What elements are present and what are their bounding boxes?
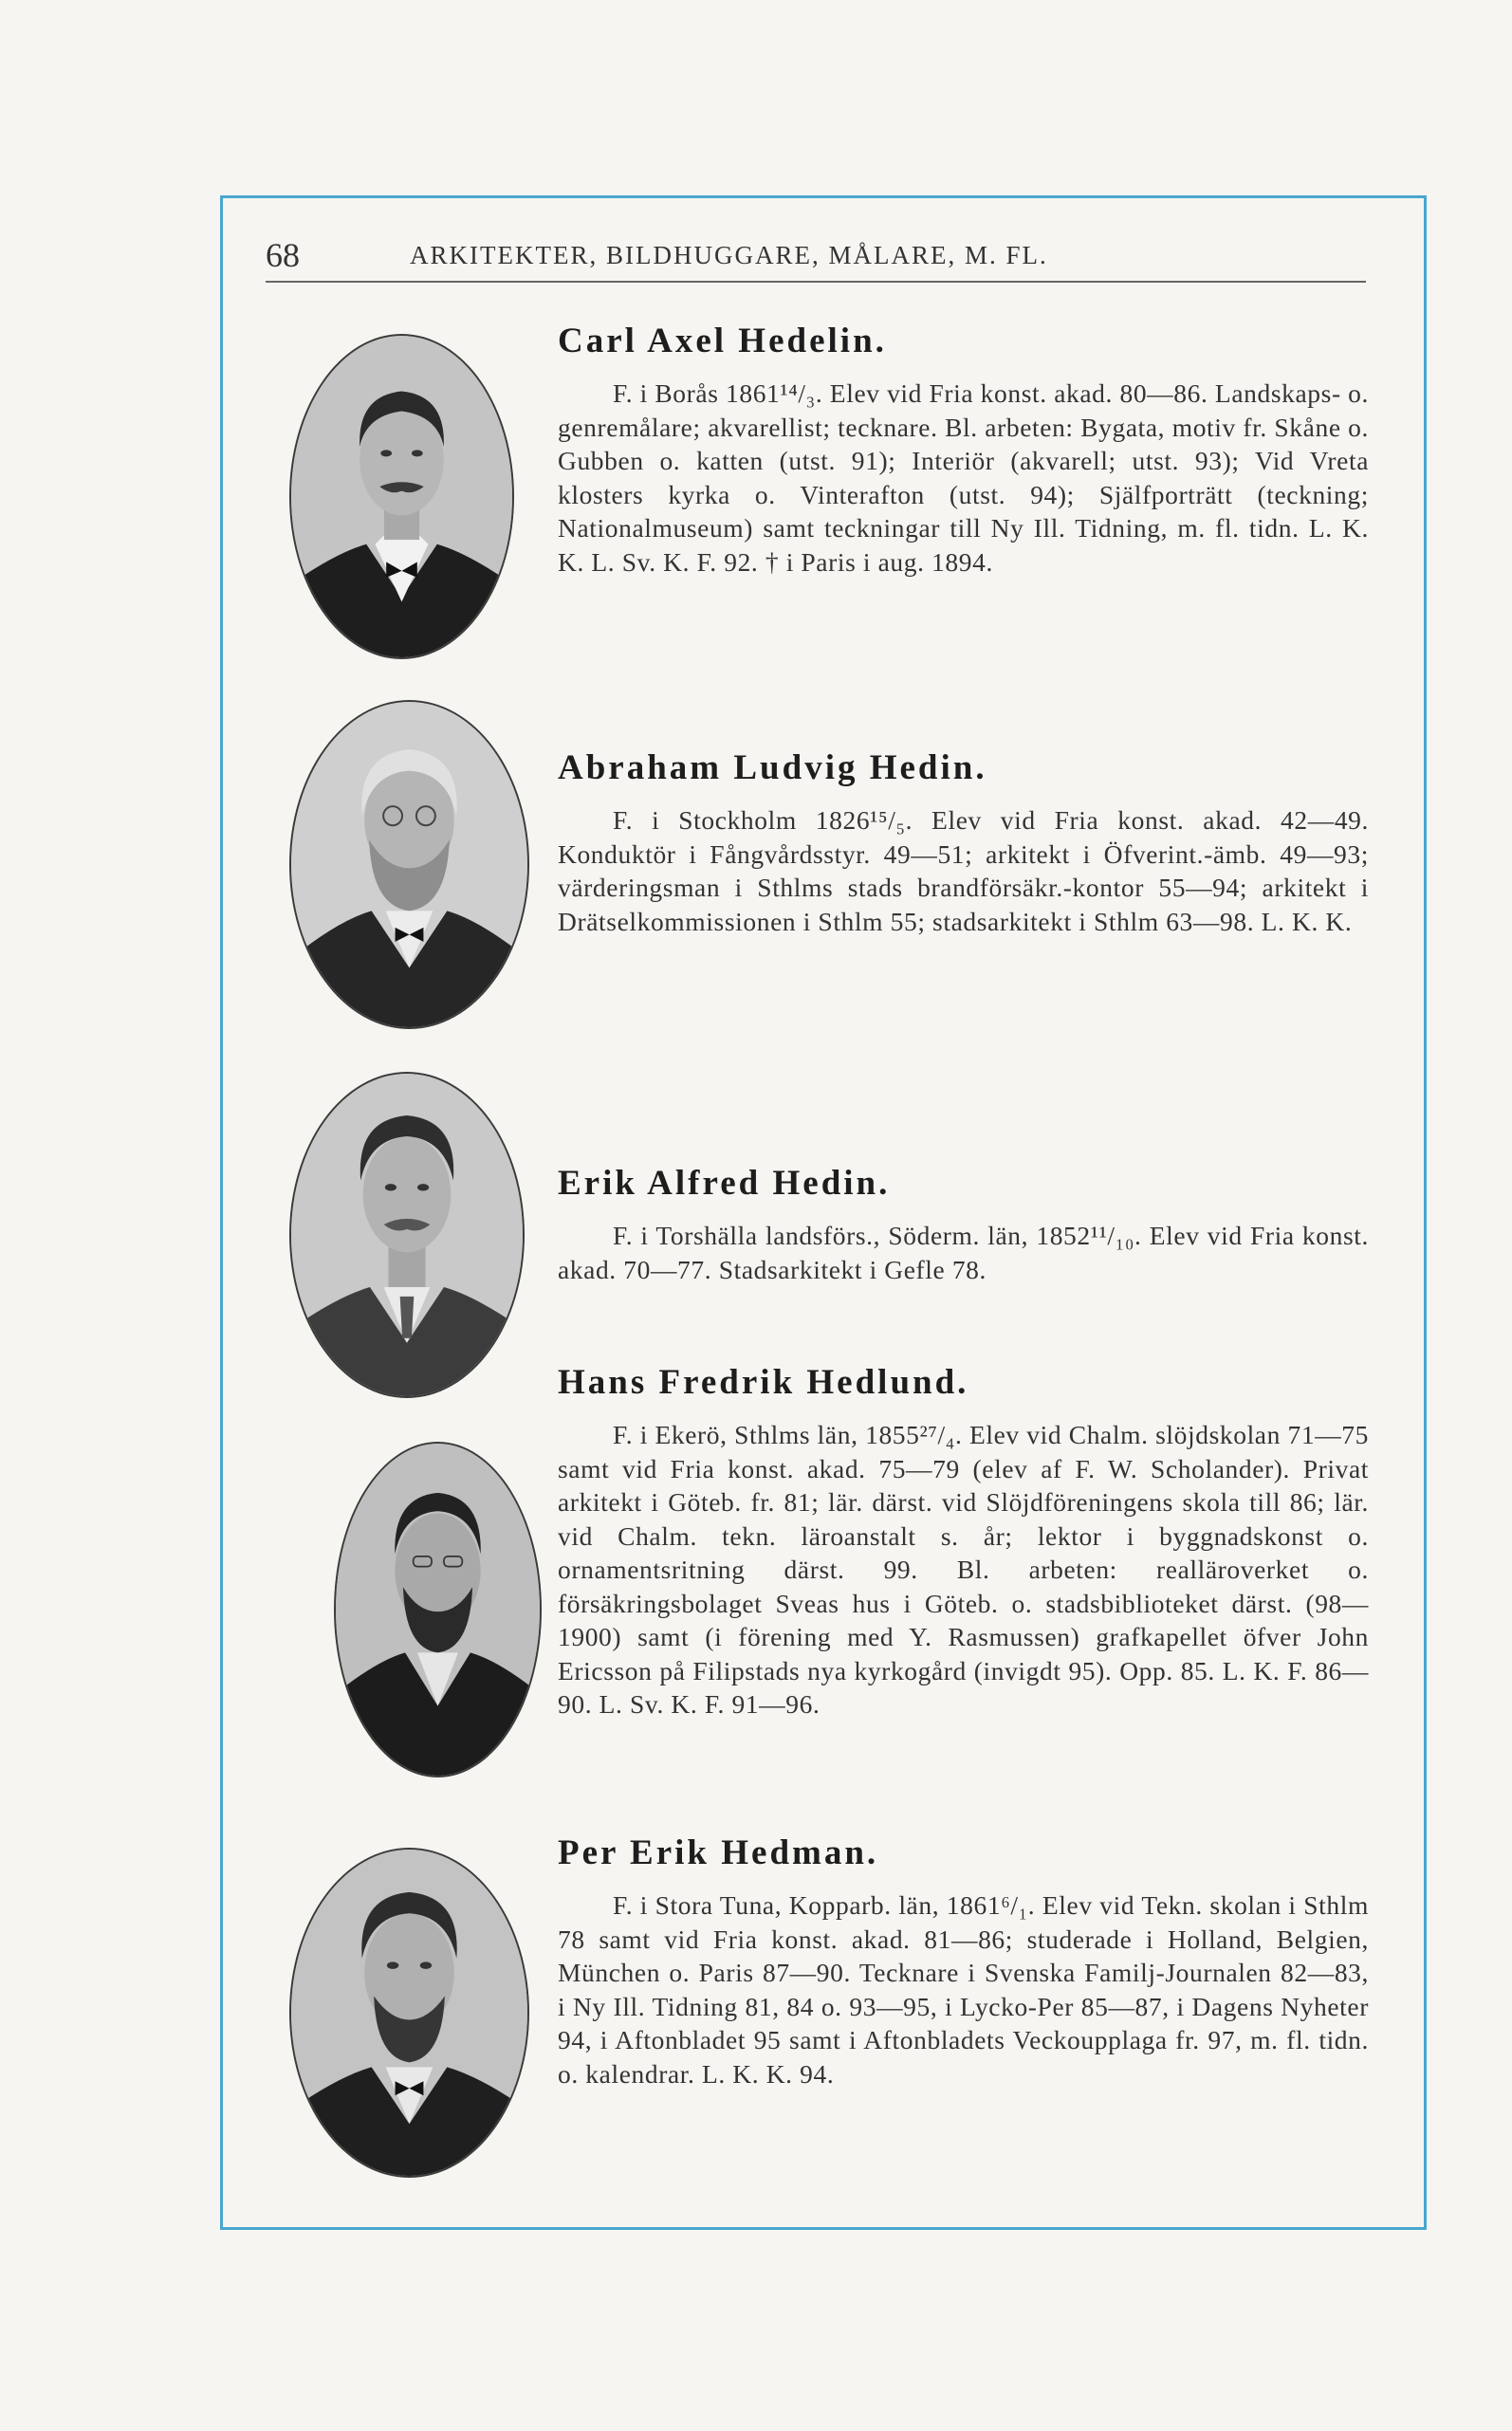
portrait-hedman [289,1848,529,2178]
entry-hedelin [558,321,1369,579]
entry-bio: F. i Torshälla landsförs., Söderm. län, 1852¹¹/₁₀. Elev vid Fria konst. akad. 70—77. Stadsarkitekt i Gefle 78. [558,1221,1369,1284]
entry-name: Erik Alfred Hedin. [558,1164,891,1203]
portrait-erik-hedin [289,1072,525,1398]
entry-bio: F. i Ekerö, Sthlms län, 1855²⁷/₄. Elev vid Chalm. slöjdskolan 71—75 samt vid Fria konst. akad. 75—79 (elev af F. W. Scholander). Privat arkitekt i Göteb. fr. 81; lär. därst. vid Slöjdföreningens skola till 86; lär. vid Chalm. tekn. läroanstalt s. år; lektor i byggnadskonst o. ornamentsritning därst. 99. Bl. arbeten: realläroverket o. försäkringsbolaget Sveas hus i Göteb. o. stadsbiblioteket därst. (98—1900) samt (i förening med Y. Rasmussen) grafkapellet öfver John Ericsson på Filipstads nya kyrkogård (invigdt 95). Opp. 85. L. K. F. 86—90. L. Sv. K. F. 91—96. [558,1420,1369,1719]
portrait-hedelin [289,334,514,659]
entry-name: Hans Fredrik Hedlund. [558,1363,969,1402]
entry-name: Carl Axel Hedelin. [558,322,887,360]
entry-abraham-hedin [558,747,1369,938]
entry-name: Per Erik Hedman. [558,1833,879,1872]
entry-erik-hedin [558,1163,1369,1286]
page-number: 68 [266,236,300,274]
running-head: ARKITEKTER, BILDHUGGARE, MÅLARE, M. FL. [410,241,1048,269]
entry-bio: F. i Stora Tuna, Kopparb. län, 1861⁶/₁. Elev vid Tekn. skolan i Sthlm 78 samt vid Fria konst. akad. 81—86; studerade i Holland, Belgien, München o. Paris 87—90. Tecknare i Svenska Familj-Journalen 82—83, i Ny Ill. Tidning 81, 84 o. 93—95, i Lycko-Per 85—87, i Dagens Nyheter 94, i Aftonbladet 95 samt i Aftonbladets Veckoupplaga fr. 97, m. fl. tidn. o. kalendrar. L. K. K. 94. [558,1890,1369,2089]
portrait-abraham-hedin [289,700,529,1029]
entry-bio: F. i Borås 1861¹⁴/₃. Elev vid Fria konst. akad. 80—86. Landskaps- o. genremålare; akvarellist; tecknare. Bl. arbeten: Bygata, motiv fr. Skåne o. Gubben o. katten (utst. 91); Interiör (akvarell; utst. 93); Vid Vreta klosters kyrka o. Vinterafton (utst. 94); Själfporträtt (teckning; Nationalmuseum) samt teckningar till Ny Ill. Tidning, m. fl. tidn. L. K. K. L. Sv. K. F. 92. † i Paris i aug. 1894. [558,378,1369,577]
entry-hedlund [558,1362,1369,1722]
entry-name: Abraham Ludvig Hedin. [558,748,987,787]
page-header [266,235,1366,283]
entry-hedman [558,1832,1369,2090]
entry-bio: F. i Stockholm 1826¹⁵/₅. Elev vid Fria konst. akad. 42—49. Konduktör i Fångvårdsstyr. 49—51; arkitekt i Öfverint.-ämb. 49—93; värderingsman i Sthlms stads brandförsäkr.-kontor 55—94; arkitekt i Drätselkommissionen i Sthlm 55; stadsarkitekt i Sthlm 63—98. L. K. K. [558,805,1369,936]
portrait-hedlund [334,1442,542,1777]
